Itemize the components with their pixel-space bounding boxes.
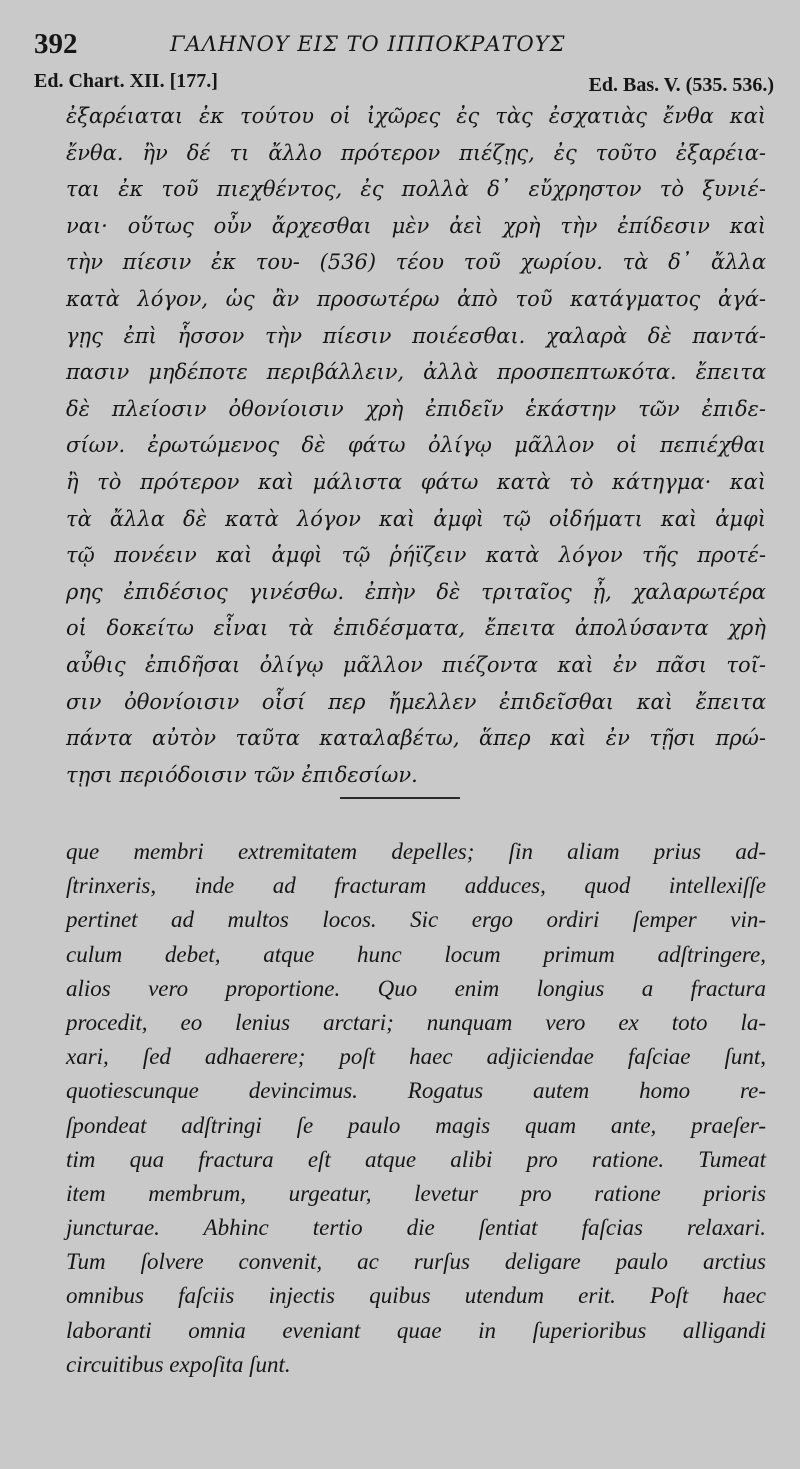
greek-text-line: αὖθις ἐπιδῆσαι ὀλίγῳ μᾶλλον πιέζοντα καὶ ἐν πᾶσι τοῖ- [66,652,766,677]
greek-text-line: ναι· οὕτως οὖν ἄρχεσθαι μὲν ἀεὶ χρὴ τὴν ἐπίδεσιν καὶ [66,213,766,238]
edition-reference-line [34,70,774,98]
latin-text-line: ſtrinxeris, inde ad fracturam adduces, quod intellexiſſe [66,873,766,899]
latin-text-line: circuitibus expoſita ſunt. [66,1351,291,1377]
latin-text-line: procedit, eo lenius arctari; nunquam vero ex toto la- [66,1009,766,1035]
greek-text-block [66,98,766,793]
latin-text-line: ſpondeat adſtringi ſe paulo magis quam ante, praeſer- [66,1112,766,1138]
edition-reference-basel: Ed. Bas. V. (535. 536.) [588,74,774,96]
latin-text-line: que membri extremitatem depelles; ſin aliam prius ad- [66,839,766,864]
latin-text-line: omnibus faſciis injectis quibus utendum erit. Poſt haec [66,1283,766,1309]
greek-text-line: πάντα αὐτὸν ταῦτα καταλαβέτω, ἅπερ καὶ ἐν τῇσι πρώ- [66,726,766,751]
greek-text-line: τὰ ἄλλα δὲ κατὰ λόγον καὶ ἀμφὶ τῷ οἰδήματι καὶ ἀμφὶ [66,506,766,531]
latin-text-line: tim qua fractura eſt atque alibi pro ratione. Tumeat [66,1146,766,1172]
greek-text-line: ἢ τὸ πρότερον καὶ μάλιστα φάτω κατὰ τὸ κάτηγμα· καὶ [66,469,766,494]
greek-text-line: ται ἐκ τοῦ πιεχθέντος, ἐς πολλὰ δ᾽ εὔχρηστον τὸ ξυνιέ- [66,177,766,202]
latin-text-line: pertinet ad multos locos. Sic ergo ordiri ſemper vin- [66,907,766,933]
latin-text-line: Tum ſolvere convenit, ac rurſus deligare paulo arctius [66,1249,766,1275]
greek-text-line: γῃς ἐπὶ ἧσσον τὴν πίεσιν ποιέεσθαι. χαλαρὰ δὲ παντά- [66,323,766,348]
greek-text-line: ἔνθα. ἢν δέ τι ἄλλο πρότερον πιέζῃς, ἐς τοῦτο ἐξαρέια- [66,140,766,165]
page-number: 392 [34,28,78,60]
greek-text-line: κατὰ λόγον, ὡς ἂν προσωτέρω ἀπὸ τοῦ κατάγματος ἀγά- [66,286,766,311]
latin-text-line: alios vero proportione. Quo enim longius a fractura [66,975,766,1001]
section-separator-rule [340,797,460,799]
greek-text-line: ἐξαρέιαται ἐκ τούτου οἱ ἰχῶρες ἐς τὰς ἐσχατιὰς ἔνθα καὶ [66,104,766,128]
edition-reference-chartier: Ed. Chart. XII. [177.] [34,70,218,92]
latin-text-line: item membrum, urgeatur, levetur pro ratione prioris [66,1180,766,1206]
greek-text-line: τῃσι περιόδοισιν τῶν ἐπιδεσίων. [66,762,418,787]
running-title: ΓΑΛΗΝΟΥ ΕΙΣ ΤΟ ΙΠΠΟΚΡΑΤΟΥΣ [170,32,566,56]
latin-text-line: culum debet, atque hunc locum primum adſtringere, [66,941,766,967]
greek-text-line: τὴν πίεσιν ἐκ του- (536) τέου τοῦ χωρίου. τὰ δ᾽ ἄλλα [66,250,766,275]
greek-text-line: τῷ πονέειν καὶ ἀμφὶ τῷ ῥήϊζειν κατὰ λόγον τῆς προτέ- [66,543,766,568]
latin-text-block [66,835,766,1382]
latin-text-line: quotiescunque devincimus. Rogatus autem homo re- [66,1078,766,1104]
greek-text-line: σίων. ἐρωτώμενος δὲ φάτω ὀλίγῳ μᾶλλον οἱ πεπιέχθαι [66,433,766,458]
latin-text-line: laboranti omnia eveniant quae in ſuperioribus alligandi [66,1317,766,1343]
greek-text-line: οἱ δοκείτω εἶναι τὰ ἐπιδέσματα, ἔπειτα ἀπολύσαντα χρὴ [66,616,766,641]
page-header [34,28,774,68]
greek-text-line: ρης ἐπιδέσιος γινέσθω. ἐπὴν δὲ τριταῖος ᾖ, χαλαρωτέρα [66,579,766,604]
greek-text-line: δὲ πλείοσιν ὀθονίοισιν χρὴ ἐπιδεῖν ἑκάστην τῶν ἐπιδε- [66,396,766,421]
latin-text-line: xari, ſed adhaerere; poſt haec adjiciendae faſciae ſunt, [66,1044,766,1070]
greek-text-line: σιν ὀθονίοισιν οἷσί περ ἤμελλεν ἐπιδεῖσθαι καὶ ἔπειτα [66,689,766,714]
latin-text-line: juncturae. Abhinc tertio die ſentiat faſcias relaxari. [66,1215,766,1241]
greek-text-line: πασιν μηδέποτε περιβάλλειν, ἀλλὰ προσπεπτωκότα. ἔπειτα [66,360,766,385]
